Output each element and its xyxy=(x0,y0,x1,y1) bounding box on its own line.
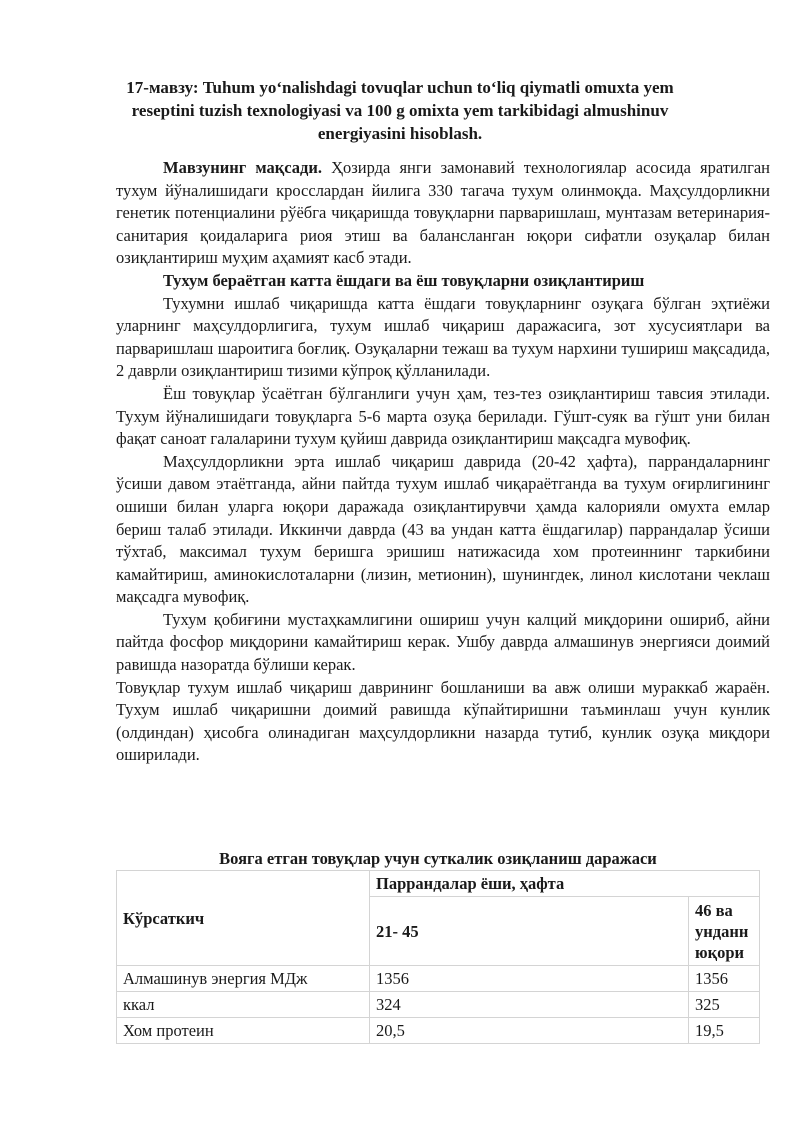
age-col2-header: 46 ва унданн юқори xyxy=(689,897,760,966)
row-value-col1: 20,5 xyxy=(370,1018,689,1044)
row-label: Хом протеин xyxy=(117,1018,370,1044)
body-paragraph: Маҳсулдорликни эрта ишлаб чиқариш даврида (20-42 ҳафта), паррандаларнинг ўсиши давом этаётганда, айни пайтда тухум ишлаб чиқараётганда ва тухум оғирлигининг ошиши билан уларга юқори даражада озиқлантирувчи ҳамда калорияли омухта емлар бериш талаб этилади. Иккинчи даврда (43 ва ундан катта ёшдагилар) паррандалар ўсиши тўхтаб, максимал тухум беришга эришиш натижасида хом протеиннинг таркибини камайтириш, аминокислоталарни (лизин, метионин), шунингдек, линол кислотани чеклаш мақсадга мувофиқ. xyxy=(116,451,770,607)
row-value-col1: 324 xyxy=(370,992,689,1018)
indicator-header: Кўрсаткич xyxy=(117,871,370,966)
body-paragraph: Тухум қобиғини мустаҳкамлигини ошириш учун калций миқдорини ошириб, айни пайтда фосфор миқдорини камайтириш керак. Ушбу даврда алмашинув энергияси доимий равишда назоратда бўлиши керак. xyxy=(116,609,770,675)
table-row xyxy=(117,992,760,1018)
intro-lead: Мавзунинг мақсади. xyxy=(163,158,323,177)
body-paragraph: Тухумни ишлаб чиқаришда катта ёшдаги товуқларнинг озуқага бўлган эҳтиёжи уларнинг маҳсулдорлигига, тухум ишлаб чиқариш даражасига, зот хусусиятлари ва парваришлаш шароитига боғлиқ. Озуқаларни тежаш ва тухум нархини тушириш мақсадида, 2 даврли озиқлантириш тизими кўпроқ қўлланилади. xyxy=(116,293,770,381)
intro-paragraph xyxy=(116,157,770,270)
row-value-col2: 19,5 xyxy=(689,1018,760,1044)
intro-text: Ҳозирда янги замонавий технологиялар асосида яратилган тухум йўналишидаги кросслардан йилига 330 тагача тухум олинмоқда. Маҳсулдорликни генетик потенциалини рўёбга чиқаришда товуқларни парваришлаш, мунтазам ветеринария-санитария қоидаларига риоя этиш ва балансланган юқори сифатли озуқалар билан озиқлантириш муҳим аҳамият касб этади. xyxy=(116,158,770,268)
table-caption: Вояга етган товуқлар учун суткалик озиқланиш даражаси xyxy=(219,849,657,868)
age-col1-header: 21- 45 xyxy=(370,897,689,966)
feeding-level-table xyxy=(116,870,760,1044)
document-body xyxy=(116,157,770,767)
row-value-col2: 1356 xyxy=(689,966,760,992)
age-group-header: Паррандалар ёши, ҳафта xyxy=(370,871,760,897)
row-label: ккал xyxy=(117,992,370,1018)
row-value-col1: 1356 xyxy=(370,966,689,992)
body-paragraph: Ёш товуқлар ўсаётган бўлганлиги учун ҳам, тез-тез озиқлантириш тавсия этилади. Тухум йўналишидаги товуқларга 5-6 марта озуқа берилади. Гўшт-суяк ва гўшт уни билан фақат саноат галаларини тухум қуйиш даврида озиқлантириш мақсадга мувофиқ. xyxy=(116,383,770,449)
document-title: 17-мавзу: Tuhum yo‘nalishdagi tovuqlar uchun to‘liq qiymatli omuxta yem reseptini tuzish texnologiyasi va 100 g omixta yem tarkibidagi almushinuv energiyasini hisoblash. xyxy=(126,78,674,143)
section-heading: Тухум бераётган катта ёшдаги ва ёш товуқларни озиқлантириш xyxy=(163,270,645,290)
table-row xyxy=(117,966,760,992)
row-label: Алмашинув энергия МДж xyxy=(117,966,370,992)
table-row xyxy=(117,1018,760,1044)
row-value-col2: 325 xyxy=(689,992,760,1018)
body-paragraph-last: Товуқлар тухум ишлаб чиқариш даврининг бошланиши ва авж олиши мураккаб жараён. Тухум ишлаб чиқаришни доимий равишда кўпайтиришни таъминлаш учун кунлик (олдиндан) ҳисобга олинадиган маҳсулдорликни назарда тутиб, кунлик озуқа миқдори оширилади. xyxy=(116,677,770,765)
table-header-row xyxy=(117,871,760,897)
